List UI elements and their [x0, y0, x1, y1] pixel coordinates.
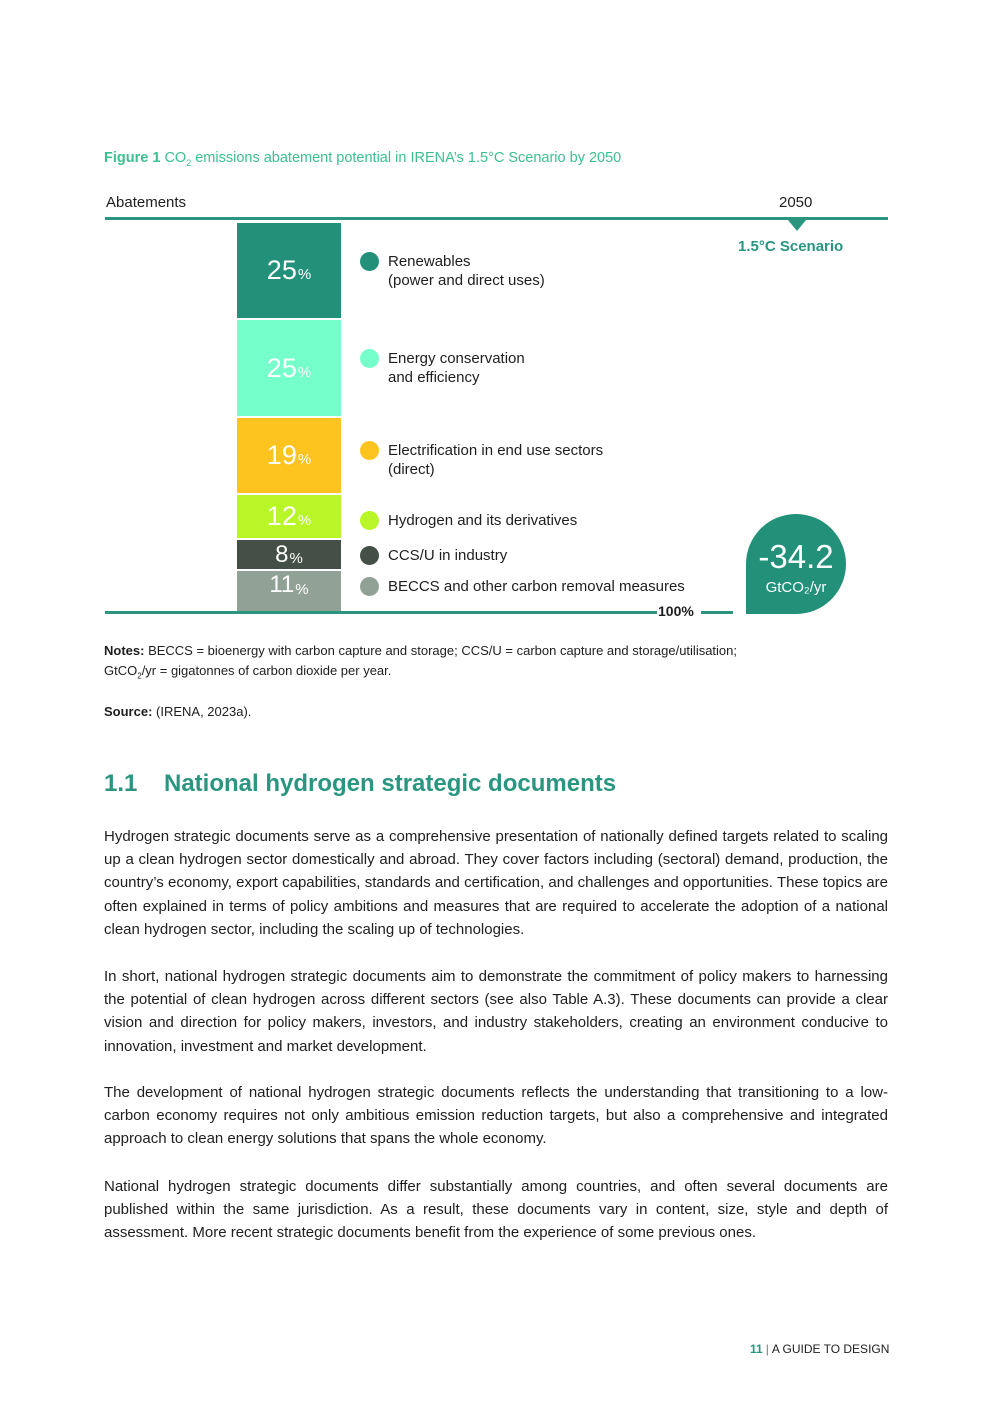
segment-value: 25 [266, 352, 297, 383]
bar-segment-electrification [237, 418, 341, 493]
notes-label: Notes: [104, 643, 145, 658]
figure-label: Figure 1 [104, 150, 161, 166]
caption-sub: 2 [186, 157, 192, 168]
segment-value: 12 [266, 501, 297, 531]
legend-label: Electrification in end use sectors (direct) [388, 442, 604, 478]
legend-item-hydrogen [360, 511, 577, 530]
segment-unit: % [289, 550, 303, 567]
caption-post: emissions abatement potential in IRENA’s 1.5°C Scenario by 2050 [191, 150, 622, 166]
total-abatement-value: -34.2 [758, 538, 834, 575]
legend-label: Energy conservation and efficiency [388, 350, 525, 386]
legend-item-beccs [360, 577, 685, 596]
notes-line1: BECCS = bioenergy with carbon capture and storage; CCS/U = carbon capture and storage/utilisation; [144, 643, 738, 658]
scenario-label: 1.5°C Scenario [738, 238, 844, 255]
year-header: 2050 [779, 194, 813, 211]
segment-value: 8 [275, 540, 289, 568]
legend-label: CCS/U in industry [388, 547, 508, 564]
segment-unit: % [297, 451, 312, 468]
legend-label: BECCS and other carbon removal measures [388, 578, 685, 595]
legend-dot-icon [360, 546, 379, 565]
scenario-pointer-icon [788, 220, 806, 231]
caption-pre: CO [164, 150, 187, 166]
page-footer [750, 1342, 889, 1356]
bar-segment-conservation [237, 320, 341, 416]
segment-value: 25 [266, 255, 297, 285]
legend-item-electrification [360, 441, 603, 479]
segment-unit: % [297, 512, 312, 529]
footer-title: A GUIDE TO DESIGN [771, 1342, 890, 1356]
body-paragraph: In short, national hydrogen strategic documents aim to demonstrate the commitment of policy makers to harnessing the potential of clean hydrogen across different sectors (see also Table A.3). These documents can provide a clear vision and direction for policy makers, investors, and industry stakeholders, creating an environment conducive to innovation, investment and market development. [104, 968, 888, 1055]
figure-notes [104, 641, 824, 687]
body-paragraph: National hydrogen strategic documents differ substantially among countries, and often several documents are published within the same jurisdiction. As a result, these documents vary in content, size, style and depth of assessment. More recent strategic documents benefit from the experience of some previous ones. [104, 1178, 888, 1242]
legend-dot-icon [360, 252, 379, 271]
segment-unit: % [295, 581, 309, 598]
legend-dot-icon [360, 441, 379, 460]
body-paragraph: Hydrogen strategic documents serve as a comprehensive presentation of nationally defined targets related to scaling up a clean hydrogen sector domestically and abroad. They cover factors including (sectoral) demand, production, the country’s economy, export capabilities, standards and certification, and challenges and opportunities. These topics are often explained in terms of policy ambitions and measures that are required to accelerate the adoption of a national clean hydrogen sector, including the scaling up of technologies. [104, 828, 888, 938]
notes-line2-sub: 2 [137, 671, 142, 681]
source-label: Source: [104, 704, 153, 719]
figure-caption [104, 150, 621, 168]
top-rule [105, 217, 888, 220]
total-abatement-unit: GtCO₂/yr [765, 579, 827, 596]
segment-value: 19 [266, 440, 297, 470]
notes-line2-post: /yr = gigatonnes of carbon dioxide per year. [141, 663, 392, 678]
bar-segment-hydrogen [237, 495, 341, 538]
section-title-text: National hydrogen strategic documents [164, 770, 617, 797]
bar-segment-renewables [237, 223, 341, 318]
bar-segment-beccs [237, 571, 341, 611]
legend-dot-icon [360, 577, 379, 596]
section-heading [104, 770, 616, 798]
section-number: 1.1 [104, 770, 138, 797]
legend-item-conservation [360, 349, 525, 387]
total-abatement-badge [746, 514, 846, 614]
legend-label: Hydrogen and its derivatives [388, 512, 578, 529]
bottom-rule [105, 611, 657, 614]
notes-line2-pre: GtCO [104, 663, 138, 678]
legend-item-ccsu [360, 546, 507, 565]
bar-segment-ccsu [237, 540, 341, 569]
page-number: 11 [750, 1342, 763, 1356]
segment-unit: % [297, 363, 312, 381]
total-percent-label: 100% [658, 603, 694, 619]
footer-separator: | [765, 1342, 769, 1356]
segment-unit: % [297, 266, 312, 283]
abatements-header: Abatements [106, 194, 187, 211]
legend-dot-icon [360, 349, 379, 368]
legend-label: Renewables (power and direct uses) [388, 253, 545, 289]
figure-source [104, 702, 251, 722]
bottom-rule-end [701, 611, 733, 614]
body-paragraph: The development of national hydrogen strategic documents reflects the understanding that transitioning to a low-carbon economy requires not only ambitious emission reduction targets, but also a comprehensive and integrated approach to clean energy solutions that spans the whole economy. [104, 1084, 888, 1148]
source-text: (IRENA, 2023a). [152, 704, 252, 719]
legend-item-renewables [360, 252, 545, 290]
legend-dot-icon [360, 511, 379, 530]
segment-value: 11 [269, 571, 295, 598]
